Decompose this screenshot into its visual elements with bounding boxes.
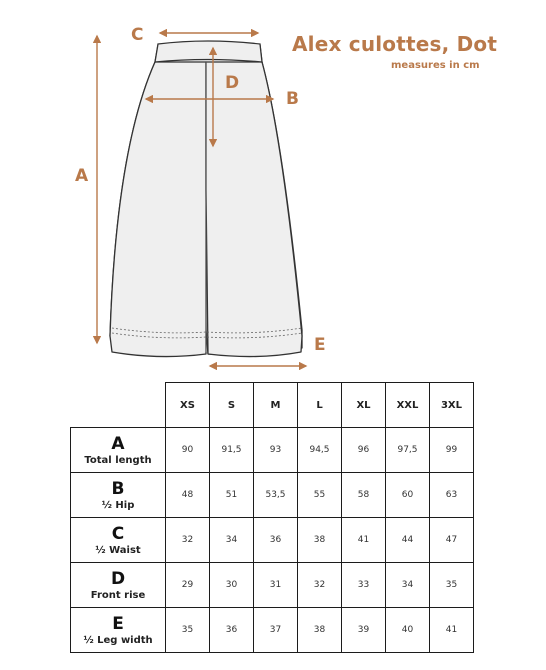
label-a: A [75, 166, 89, 186]
value-cell: 96 [342, 428, 386, 473]
measure-cell [71, 608, 166, 653]
size-header: XL [342, 383, 386, 428]
value-cell: 94,5 [298, 428, 342, 473]
value-cell: 31 [254, 563, 298, 608]
value-cell: 30 [210, 563, 254, 608]
page-title: Alex culottes, Dot [292, 32, 498, 56]
value-cell: 58 [342, 473, 386, 518]
table-row [71, 518, 474, 563]
value-cell: 90 [166, 428, 210, 473]
value-cell: 60 [386, 473, 430, 518]
measure-label: ½ Waist [95, 544, 141, 556]
value-cell: 99 [430, 428, 474, 473]
page-subtitle: measures in cm [391, 60, 480, 71]
measure-letter: E [112, 613, 124, 634]
table-row [71, 563, 474, 608]
measure-cell [71, 473, 166, 518]
size-header: S [210, 383, 254, 428]
value-cell: 53,5 [254, 473, 298, 518]
value-cell: 97,5 [386, 428, 430, 473]
value-cell: 38 [298, 608, 342, 653]
measure-letter: D [110, 568, 126, 589]
value-cell: 29 [166, 563, 210, 608]
value-cell: 91,5 [210, 428, 254, 473]
value-cell: 38 [298, 518, 342, 563]
measure-label: ½ Leg width [83, 634, 153, 646]
label-e: E [314, 335, 326, 355]
value-cell: 41 [342, 518, 386, 563]
measure-label: Front rise [90, 589, 146, 601]
value-cell: 35 [166, 608, 210, 653]
value-cell: 36 [210, 608, 254, 653]
measure-letter: C [111, 523, 125, 544]
value-cell: 34 [210, 518, 254, 563]
size-header-row [71, 383, 474, 428]
measure-letter: B [111, 478, 125, 499]
value-cell: 37 [254, 608, 298, 653]
table-row [71, 608, 474, 653]
value-cell: 63 [430, 473, 474, 518]
measure-cell [71, 428, 166, 473]
value-cell: 36 [254, 518, 298, 563]
value-cell: 34 [386, 563, 430, 608]
value-cell: 47 [430, 518, 474, 563]
measure-label: Total length [84, 454, 152, 466]
culottes-outline [110, 41, 302, 357]
size-chart-table [70, 382, 474, 653]
measure-cell [71, 563, 166, 608]
value-cell: 44 [386, 518, 430, 563]
value-cell: 32 [298, 563, 342, 608]
value-cell: 51 [210, 473, 254, 518]
label-b: B [286, 89, 299, 109]
value-cell: 39 [342, 608, 386, 653]
table-corner [71, 383, 166, 428]
size-header: XXL [386, 383, 430, 428]
size-header: M [254, 383, 298, 428]
size-header: XS [166, 383, 210, 428]
table-row [71, 473, 474, 518]
size-header: 3XL [430, 383, 474, 428]
value-cell: 32 [166, 518, 210, 563]
value-cell: 35 [430, 563, 474, 608]
value-cell: 41 [430, 608, 474, 653]
label-c: C [131, 25, 144, 45]
value-cell: 48 [166, 473, 210, 518]
value-cell: 33 [342, 563, 386, 608]
value-cell: 55 [298, 473, 342, 518]
measure-cell [71, 518, 166, 563]
size-header: L [298, 383, 342, 428]
value-cell: 93 [254, 428, 298, 473]
measure-label: ½ Hip [101, 499, 135, 511]
table-row [71, 428, 474, 473]
measure-letter: A [111, 433, 125, 454]
label-d: D [225, 73, 240, 93]
value-cell: 40 [386, 608, 430, 653]
